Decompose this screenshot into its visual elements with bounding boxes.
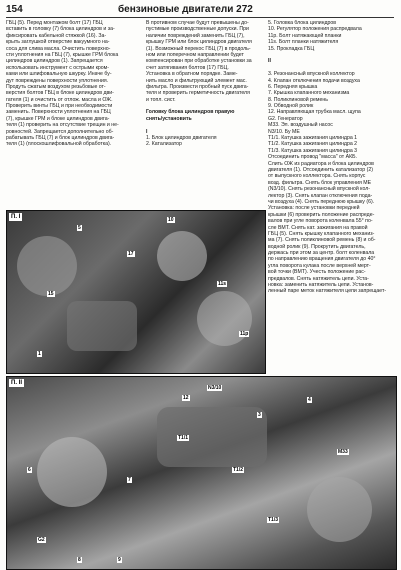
text-line: 8. Поликлиновой ремень bbox=[268, 96, 328, 103]
text-line: цилиндров цилиндров (1). Запрещается bbox=[6, 58, 103, 65]
text-line: двигателя (1). Отсоединить катализатор (2) bbox=[268, 166, 373, 173]
text-line: (N3/10). Снять резонансный впускной кол- bbox=[268, 186, 371, 193]
text-line: ГБЦ (5). Снять крышку клапанного механиз- bbox=[268, 230, 375, 237]
callout: G2 bbox=[38, 537, 45, 543]
callout: 5 bbox=[78, 225, 81, 231]
engine-part-shape bbox=[307, 477, 372, 542]
text-line: теля (1) проверить на отсутствие трещин и не- bbox=[6, 122, 119, 129]
text-line: T1/2. Катушка зажигания цилиндра 2 bbox=[268, 141, 358, 148]
text-line: теля (1) (плоскошлифовальной обработка). bbox=[6, 141, 112, 148]
text-line: Отсоединить провод "масса" от АКБ. bbox=[268, 154, 357, 161]
callout: 3 bbox=[258, 412, 261, 418]
text-line: (1). Возможный перекос ГБЦ (7) в продоль- bbox=[146, 45, 251, 52]
text-line: Установка: после установки передней bbox=[268, 205, 360, 212]
text-line: 4. Клапан отключения подачи воздуха bbox=[268, 77, 360, 84]
text-column-middle bbox=[146, 20, 262, 220]
text-line: 3. Резонансный впускной коллектор bbox=[268, 71, 355, 78]
figure-2-label: П. II bbox=[11, 380, 22, 386]
text-line: компенсирован при обработке установки за bbox=[146, 58, 252, 65]
text-line: 11s. Болт планки натяжителя bbox=[268, 39, 339, 46]
text-line: угла поворота кулака после верхней мерт- bbox=[268, 262, 371, 269]
callout: N3/10 bbox=[208, 385, 222, 391]
text-line: возд. фильтра. Снять блок управления ME bbox=[268, 179, 372, 186]
figure-1-photo bbox=[6, 210, 266, 374]
text-line: по направлению вращения двигателя до 40° bbox=[268, 256, 376, 263]
text-line: сле ВМТ. Снять кат. зажигания на правой bbox=[268, 224, 368, 231]
engine-part-shape bbox=[67, 301, 137, 351]
text-column-left bbox=[6, 20, 141, 220]
callout: 12 bbox=[183, 395, 189, 401]
text-line: II bbox=[268, 58, 271, 65]
callout: 7 bbox=[128, 477, 131, 483]
text-line: чи воздуха (4). Снять переднюю крышку (6). bbox=[268, 198, 375, 205]
callout: M33 bbox=[338, 449, 348, 455]
callout: 11s bbox=[218, 281, 227, 287]
text-line: I bbox=[146, 128, 148, 135]
figure-1-label: П. I bbox=[11, 214, 21, 220]
text-line: (7), крышке ГРМ и блоке цилиндров двига- bbox=[6, 115, 110, 122]
page-header bbox=[6, 4, 394, 18]
callout: T1/1 bbox=[178, 435, 189, 441]
text-line: пустимые производственные допуски. При bbox=[146, 26, 249, 33]
text-line: 5. Головка блока цилиндров bbox=[268, 20, 337, 26]
text-line: сти уплотнения на ГБЦ (7), крышке ГРМ блока bbox=[6, 51, 119, 58]
text-line: держась при этом за центр. болт коленвала bbox=[268, 250, 375, 257]
text-line: N3/10. Бу ME bbox=[268, 128, 300, 135]
callout: T1/2 bbox=[233, 467, 244, 473]
text-line: от выпускного коллектора. Снять корпус bbox=[268, 173, 366, 180]
text-line: крышку ГРМ или блок цилиндров двигателя bbox=[146, 39, 252, 46]
text-line: 12. Направляющая трубка масл. щупа bbox=[268, 109, 361, 116]
text-line: счет затягивания болтов (17) ГБЦ. bbox=[146, 64, 229, 71]
text-line: Проверить винты ГБЦ и при необходимости bbox=[6, 103, 113, 110]
text-line: наличии повреждений заменить ГБЦ (7), bbox=[146, 32, 245, 39]
text-line: G2. Генератор bbox=[268, 115, 303, 122]
text-line: лектор (3). Снять клапан отключения пода- bbox=[268, 192, 373, 199]
text-line: 15. Прокладка ГБЦ bbox=[268, 45, 315, 52]
text-line: теля и проверить герметичность двигателя bbox=[146, 90, 250, 97]
text-line: крышки (6) проверить положение распреде- bbox=[268, 211, 375, 218]
text-line: ГБЦ (5). Перед монтажом болт (17) ГБЦ bbox=[6, 20, 103, 26]
text-line: 9. Обводной ролик bbox=[268, 103, 314, 110]
text-line: новка: заменить натяжитель цепи. Установ- bbox=[268, 282, 374, 289]
text-line: ма (7). Снять поликлиновой ремень (8) и об- bbox=[268, 237, 376, 244]
text-line: Продуть сжатым воздухом резьбовые от- bbox=[6, 83, 106, 90]
page-number: 154 bbox=[6, 4, 23, 15]
callout: 4 bbox=[308, 397, 311, 403]
text-line: водной ролик (9). Прокрутить двигатель, bbox=[268, 243, 366, 250]
text-line: M33. Эл. воздушный насос bbox=[268, 122, 333, 129]
text-line: использовать инструмент с острыми кром- bbox=[6, 64, 109, 71]
callout: T1/3 bbox=[268, 517, 279, 523]
text-line: ками или шлифовальную шкурку. Иначе бу- bbox=[6, 71, 112, 78]
text-line: 2. Катализатор bbox=[146, 141, 182, 148]
text-line: ровностей. Запрещается дополнительно об- bbox=[6, 128, 114, 135]
text-line: дут повреждены поверхности уплотнения. bbox=[6, 77, 109, 84]
callout: 10 bbox=[168, 217, 174, 223]
text-line: 6. Передняя крышка bbox=[268, 83, 318, 90]
text-line: крыть заглушкой отверстие вакуумного на- bbox=[6, 39, 110, 46]
text-line: Слить ОЖ из радиатора и блока цилиндров bbox=[268, 160, 374, 167]
text-line: T1/1. Катушка зажигания цилиндра 1 bbox=[268, 135, 358, 142]
text-column-right bbox=[268, 20, 395, 380]
callout: 11p bbox=[240, 331, 249, 337]
text-line: 10. Регулятор положения распредвала bbox=[268, 26, 362, 33]
engine-part-shape bbox=[157, 231, 207, 281]
text-line: снять/установить bbox=[146, 115, 192, 122]
callout: 6 bbox=[28, 467, 31, 473]
callout: 9 bbox=[118, 557, 121, 563]
text-line: заменить. Поверхности уплотнения на ГБЦ bbox=[6, 109, 111, 116]
callout: 8 bbox=[78, 557, 81, 563]
text-line: фиксировать кабельной стяжкой (16). За- bbox=[6, 32, 107, 39]
text-line: ленный паре меток натяжителя цепи запрещает- bbox=[268, 288, 387, 295]
text-line: вой точки (ВМТ). Учесть положение рас- bbox=[268, 269, 366, 276]
text-line: В противном случае будут превышены до- bbox=[146, 20, 249, 26]
text-line: 7. Крышка клапанного механизма bbox=[268, 90, 350, 97]
text-line: Установка в обратном порядке. Заме- bbox=[146, 71, 238, 78]
header-rule bbox=[6, 17, 394, 18]
engine-part-shape bbox=[157, 407, 267, 467]
text-line: соса для слива масла. Очистить поверхно- bbox=[6, 45, 111, 52]
text-line: фильтра. Произвести пробный пуск двига- bbox=[146, 83, 249, 90]
text-line: предвалов. Снять натяжитель цепи. Уста- bbox=[268, 275, 369, 282]
text-line: 11р. Болт натяжающей планки bbox=[268, 32, 342, 39]
figure-2-photo bbox=[6, 376, 397, 570]
text-line: и топл. сист. bbox=[146, 96, 176, 103]
text-line: 1. Блок цилиндров двигателя bbox=[146, 135, 217, 142]
page-title: бензиновые двигатели 272 bbox=[118, 4, 253, 15]
callout: 17 bbox=[128, 251, 134, 257]
text-line: Головку блока цилиндров правую bbox=[146, 109, 235, 116]
engine-part-shape bbox=[197, 291, 252, 346]
text-line: рабатывать ГБЦ (7) и блок цилиндров двига- bbox=[6, 135, 115, 142]
engine-part-shape bbox=[17, 236, 77, 296]
engine-part-shape bbox=[37, 437, 107, 507]
text-line: гателя (1) и очистить от отлож. масла и ОЖ. bbox=[6, 96, 113, 103]
text-line: T1/3. Катушка зажигания цилиндра 3 bbox=[268, 147, 358, 154]
text-line: нить масло и фильтрующий элемент мас. bbox=[146, 77, 247, 84]
text-line: вставить в головку (7) блока цилиндров и за- bbox=[6, 26, 115, 33]
text-line: ном или поперечном направлении будет bbox=[146, 51, 244, 58]
text-line: валов при угле поворота коленвала 55° по- bbox=[268, 218, 373, 225]
callout: 15 bbox=[48, 291, 54, 297]
text-line: верстия болтов ГБЦ в блоке цилиндров дви- bbox=[6, 90, 114, 97]
callout: 1 bbox=[38, 351, 41, 357]
